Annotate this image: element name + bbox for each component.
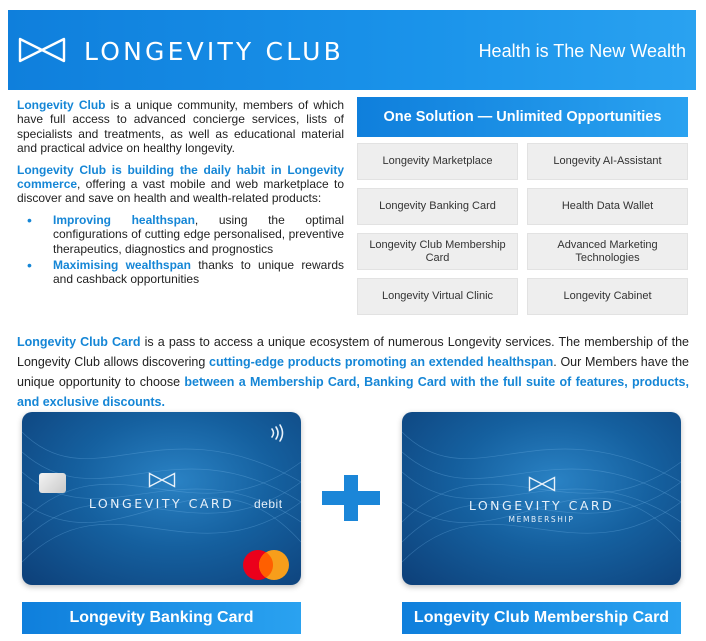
header-banner (8, 10, 696, 90)
intro-text-1: is a unique community, members of which have full access to advanced concierge services, lists of specialists and treatments, as well as educational material and practical advice on healthy longevity. (17, 98, 344, 156)
bullet-highlight: Improving healthspan (53, 212, 195, 227)
logo-text: LONGEVITY CLUB (84, 37, 344, 66)
solution-item: Longevity AI-Assistant (527, 143, 688, 180)
brand-name: Longevity Club (17, 98, 106, 112)
list-item (17, 258, 344, 287)
debit-label: debit (254, 497, 283, 511)
solution-item: Advanced Marketing Technologies (527, 233, 688, 270)
membership-card-label: Longevity Club Membership Card (402, 602, 681, 634)
tagline: Health is The New Wealth (478, 41, 686, 61)
banking-card-label: Longevity Banking Card (22, 602, 301, 634)
bowtie-logo-icon (148, 472, 176, 488)
solution-heading: One Solution — Unlimited Opportunities (357, 97, 688, 137)
solution-item: Longevity Club Membership Card (357, 233, 518, 270)
benefits-list (17, 213, 344, 287)
card-highlight-2: between a Membership Card, Banking Card with the full suite of features, products, and exclusive discounts. (17, 375, 689, 409)
list-item (17, 213, 344, 256)
bullet-text: , using the optimal configurations of cutting edge personalised, preventive therapeutics, diagnostics and prognostics (53, 212, 345, 256)
mastercard-logo-icon (238, 548, 294, 582)
bowtie-logo-icon (18, 37, 66, 63)
solution-item: Longevity Cabinet (527, 278, 688, 315)
banking-card-image (22, 412, 301, 585)
card-highlight-1: cutting-edge products promoting an extended healthspan (209, 355, 554, 369)
solution-item: Longevity Marketplace (357, 143, 518, 180)
solution-grid (357, 143, 688, 315)
card-text-2: . Our Members have the unique opportunity to choose (17, 355, 690, 389)
contactless-icon (267, 422, 289, 444)
bullet-text: thanks to unique rewards and cashback opportunities (53, 258, 344, 287)
intro-section (17, 98, 344, 289)
card-text-1: is a pass to access a unique ecosystem of numerous Longevity services. The membership of the Longevity Club allows discovering (17, 335, 689, 369)
bullet-highlight: Maximising wealthspan (53, 258, 191, 273)
solution-item: Longevity Banking Card (357, 188, 518, 225)
solution-item: Longevity Virtual Clinic (357, 278, 518, 315)
intro-highlight: Longevity Club is building the daily habit in Longevity commerce (17, 162, 344, 192)
card-title: LONGEVITY CARD (468, 498, 615, 513)
plus-icon (322, 475, 380, 521)
intro-paragraph-2 (17, 163, 344, 206)
card-brand: Longevity Club Card (17, 335, 141, 349)
solution-panel (357, 97, 688, 315)
card-description (17, 332, 689, 412)
card-subtitle: MEMBERSHIP (508, 515, 575, 524)
membership-card-image (402, 412, 681, 585)
intro-text-2: , offering a vast mobile and web marketplace to discover and save on health and wealth-related products: (17, 177, 344, 206)
solution-item: Health Data Wallet (527, 188, 688, 225)
bowtie-logo-icon (528, 476, 556, 492)
intro-paragraph-1 (17, 98, 344, 156)
chip-icon (39, 473, 66, 493)
card-title: LONGEVITY CARD (88, 496, 235, 511)
